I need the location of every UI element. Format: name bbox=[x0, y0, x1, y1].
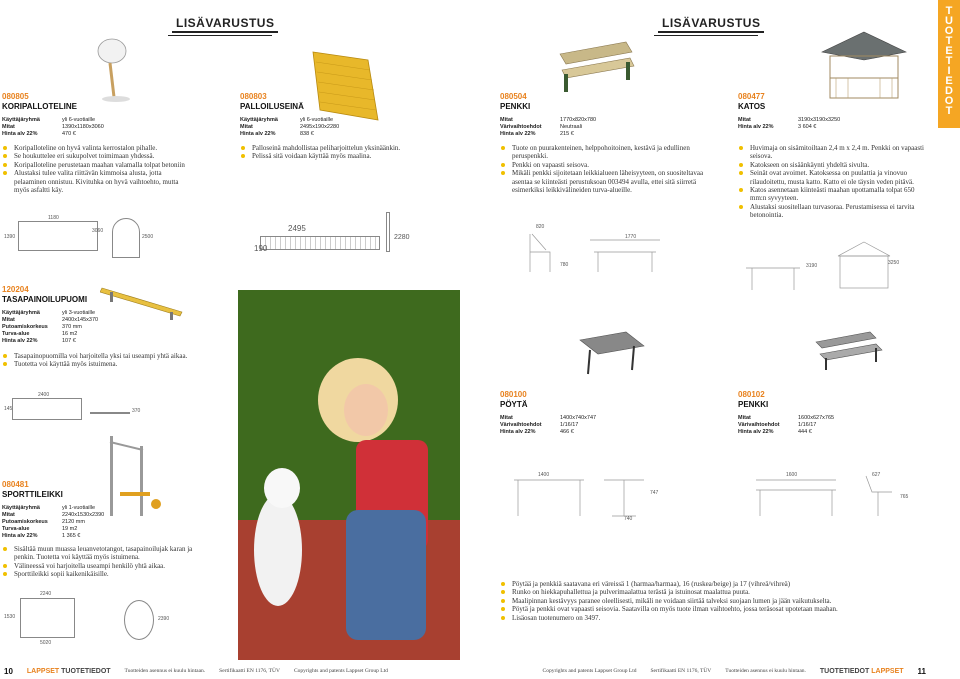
footer-cert: Sertifikaatti EN 1176, TÜV bbox=[219, 668, 280, 674]
product-katos bbox=[738, 92, 898, 131]
spec-table: Käyttäjäryhmä yli 6-vuotiaille Mitat 1390x1180x3060 Hinta alv 22% 470 € bbox=[2, 117, 104, 137]
product-name: PENKKI bbox=[500, 102, 531, 111]
product-name: PÖYTÄ bbox=[500, 400, 528, 409]
technical-drawing bbox=[510, 222, 670, 280]
product-name: PALLOILUSEINÄ bbox=[240, 102, 304, 111]
product-penkki1 bbox=[500, 92, 700, 138]
tab-letter: T bbox=[945, 55, 953, 67]
technical-drawing bbox=[124, 600, 154, 640]
product-penkki2 bbox=[738, 390, 898, 436]
tab-letter: T bbox=[945, 105, 953, 117]
product-code: 080504 bbox=[500, 92, 527, 101]
tuotetiedot-tab bbox=[938, 0, 960, 128]
footer-cert: Sertifikaatti EN 1176, TÜV bbox=[650, 668, 712, 674]
tab-letter: O bbox=[944, 25, 954, 37]
spec-table: Käyttäjäryhmä yli 1-vuotiaille Mitat 2240x1530x2390 Putoamiskorkeus 2120 mm Turva-alue 19 m2 Hinta alv 22% 1 365 € bbox=[2, 505, 105, 539]
technical-drawing bbox=[260, 236, 380, 250]
bullet-list: Tuote on puurakenteinen, helppohoitoinen, kestävä ja edullinen peruspenkki. Penkki on vapaasti seisova. Mikäli penkki sijoitetaan leikkialueen läheisyyteen, on suositeltavaa asentaa se kiinteästi perustuksoan 003494 avulla, ettei sitä siirretä esimerkiksi leikkivälineiden turva-alueille. bbox=[500, 144, 722, 194]
tab-letter: D bbox=[945, 85, 953, 97]
tab-letter: O bbox=[944, 95, 954, 107]
product-name: KATOS bbox=[738, 102, 766, 111]
product-code: 080102 bbox=[738, 390, 765, 399]
spec-table: Mitat 1400x740x747 Värivaihtoehdot 1/16/17 Hinta alv 22% 466 € bbox=[500, 415, 597, 435]
product-code: 080805 bbox=[2, 92, 29, 101]
header-rule bbox=[654, 35, 758, 36]
spec-table: Mitat 1770x820x780 Värivaihtoehdot Neutraali Hinta alv 22% 215 € bbox=[500, 117, 597, 137]
technical-drawing bbox=[746, 466, 916, 526]
product-name: KORIPALLOTELINE bbox=[2, 102, 77, 111]
technical-drawing bbox=[504, 466, 674, 526]
girl-with-dog-photo bbox=[238, 290, 460, 660]
footer-copyright: Copyrights and patents Lappset Group Ltd bbox=[293, 668, 388, 674]
product-code: 080803 bbox=[240, 92, 267, 101]
product-sporttileikki bbox=[2, 480, 162, 540]
brand-logo: LAPPSET TUOTETIEDOT bbox=[26, 667, 111, 675]
brand-logo: TUOTETIEDOT LAPPSET bbox=[819, 667, 904, 675]
product-name: TASAPAINOILUPUOMI bbox=[2, 295, 88, 304]
product-name: SPORTTILEIKKI bbox=[2, 490, 63, 499]
section-header-left: LISÄVARUSTUS bbox=[172, 16, 278, 33]
spec-table: Käyttäjäryhmä yli 6-vuotiaille Mitat 2495x190x2280 Hinta alv 22% 838 € bbox=[240, 117, 340, 137]
footer-note: Tuotteiden asennus ei kuulu hintaan. bbox=[725, 668, 806, 674]
tab-letter: E bbox=[945, 75, 953, 87]
footer-copyright: Copyrights and patents Lappset Group Ltd bbox=[542, 668, 637, 674]
tab-letter: T bbox=[945, 5, 953, 17]
spec-table: Mitat 1600x627x765 Värivaihtoehdot 1/16/17 Hinta alv 22% 444 € bbox=[738, 415, 835, 435]
technical-drawing bbox=[90, 412, 130, 414]
product-poyta bbox=[500, 390, 660, 436]
wooden-bench-image bbox=[556, 36, 638, 96]
product-name: PENKKI bbox=[738, 400, 769, 409]
bullet-list: Palloseinä mahdollistaa peliharjoittelun yksinäänkin. Pelissä sitä voidaan käyttää myös maalina. bbox=[240, 144, 460, 161]
tab-letter: T bbox=[945, 35, 953, 47]
header-rule bbox=[168, 35, 272, 36]
tab-letter: I bbox=[947, 65, 951, 77]
spec-table: Käyttäjäryhmä yli 3-vuotiaille Mitat 2400x145x370 Putoamiskorkeus 370 mm Turva-alue 16 m2 Hinta alv 22% 107 € bbox=[2, 310, 99, 344]
technical-drawing bbox=[386, 212, 390, 252]
footer-right bbox=[543, 663, 926, 679]
technical-drawing bbox=[112, 218, 140, 258]
bullet-list: Sisältää muun muassa leuanvetotangot, tasapainoilujak karan ja penkin. Tuotetta voi käyttää myös istuimena. Välineessä voi harjoitella useampi henkilö yhtä aikaa. Sporttileikki sopii kaikenikäisille. bbox=[2, 545, 202, 579]
tab-letter: U bbox=[945, 15, 953, 27]
bullet-list: Koripalloteline on hyvä valinta kerrostalon pihalle. Se houkuttelee eri sukupolvet toimimaan yhdessä. Koripalloteline perustetaan maahan valamalla tolpat betoniin Alustaksi tulee valita riittävän kimmoisa alusta, jotta pelaaminen onnistuu. Kivituhka on hyvä vaihtoehto, mutta myös asfaltti käy. bbox=[2, 144, 187, 194]
table-image bbox=[576, 330, 646, 378]
technical-drawing bbox=[740, 238, 900, 296]
spec-table: Mitat 3190x3190x3250 Hinta alv 22% 3 604 € bbox=[738, 117, 841, 130]
product-tasapaino bbox=[2, 285, 162, 345]
footer-note: Tuotteiden asennus ei kuulu hintaan. bbox=[124, 668, 206, 674]
product-code: 080477 bbox=[738, 92, 765, 101]
technical-drawing bbox=[12, 398, 82, 420]
table-bench-notes: Pöytää ja penkkiä saatavana eri väreissä 1 (harmaa/harmaa), 16 (ruskea/beige) ja 17 (vihreä/vihreä) Runko on hiekkapuhallettua ja pulverimaalattua terästä ja istuinosat maalattua puuta. Maalipinnan kestävyys paranee oleellisesti, mikäli ne voidaan siirtää talveksi suojaan lumen ja jään vaikutukselta. Pöytä ja penkki ovat vapaasti seisovia. Saatavilla on myös tuote ilman vaihtoehto, jossa teräsosat upotetaan maahan. Lisäosan tuotenumero on 3497. bbox=[500, 580, 920, 622]
product-code: 120204 bbox=[2, 285, 29, 294]
product-palloilu bbox=[240, 92, 400, 138]
section-header-right: LISÄVARUSTUS bbox=[658, 16, 764, 33]
page-number: 11 bbox=[917, 666, 926, 676]
tab-letter: E bbox=[945, 45, 953, 57]
technical-drawing bbox=[18, 221, 98, 251]
bullet-list: Tasapainopuomilla voi harjoitella yksi tai useampi yhtä aikaa. Tuotetta voi käyttää myös istuimena. bbox=[2, 352, 202, 369]
technical-drawing bbox=[20, 598, 75, 638]
footer-left bbox=[4, 663, 388, 679]
product-koripallo bbox=[2, 92, 162, 138]
product-code: 080100 bbox=[500, 390, 527, 399]
bullet-list: Huvimaja on sisämitoiltaan 2,4 m x 2,4 m. Penkki on vapaasti seisova. Katokseen on sisäänkäynti yhdeltä sivulta. Seinät ovat avoimet. Katoksessa on puulattia ja vinovuo rilaudoitettu, musta katto. Katto ei ole täysin veden pitävä. Katos asennetaan kiinteästi maahan upottamalla tolpat 650 mm:n syvyyteen. Alustaksi suositellaan turvasoraa. Perustamisessa ei tarvita betonointia. bbox=[738, 144, 928, 220]
product-code: 080481 bbox=[2, 480, 29, 489]
page-number: 10 bbox=[4, 666, 13, 676]
metal-bench-image bbox=[814, 330, 888, 374]
